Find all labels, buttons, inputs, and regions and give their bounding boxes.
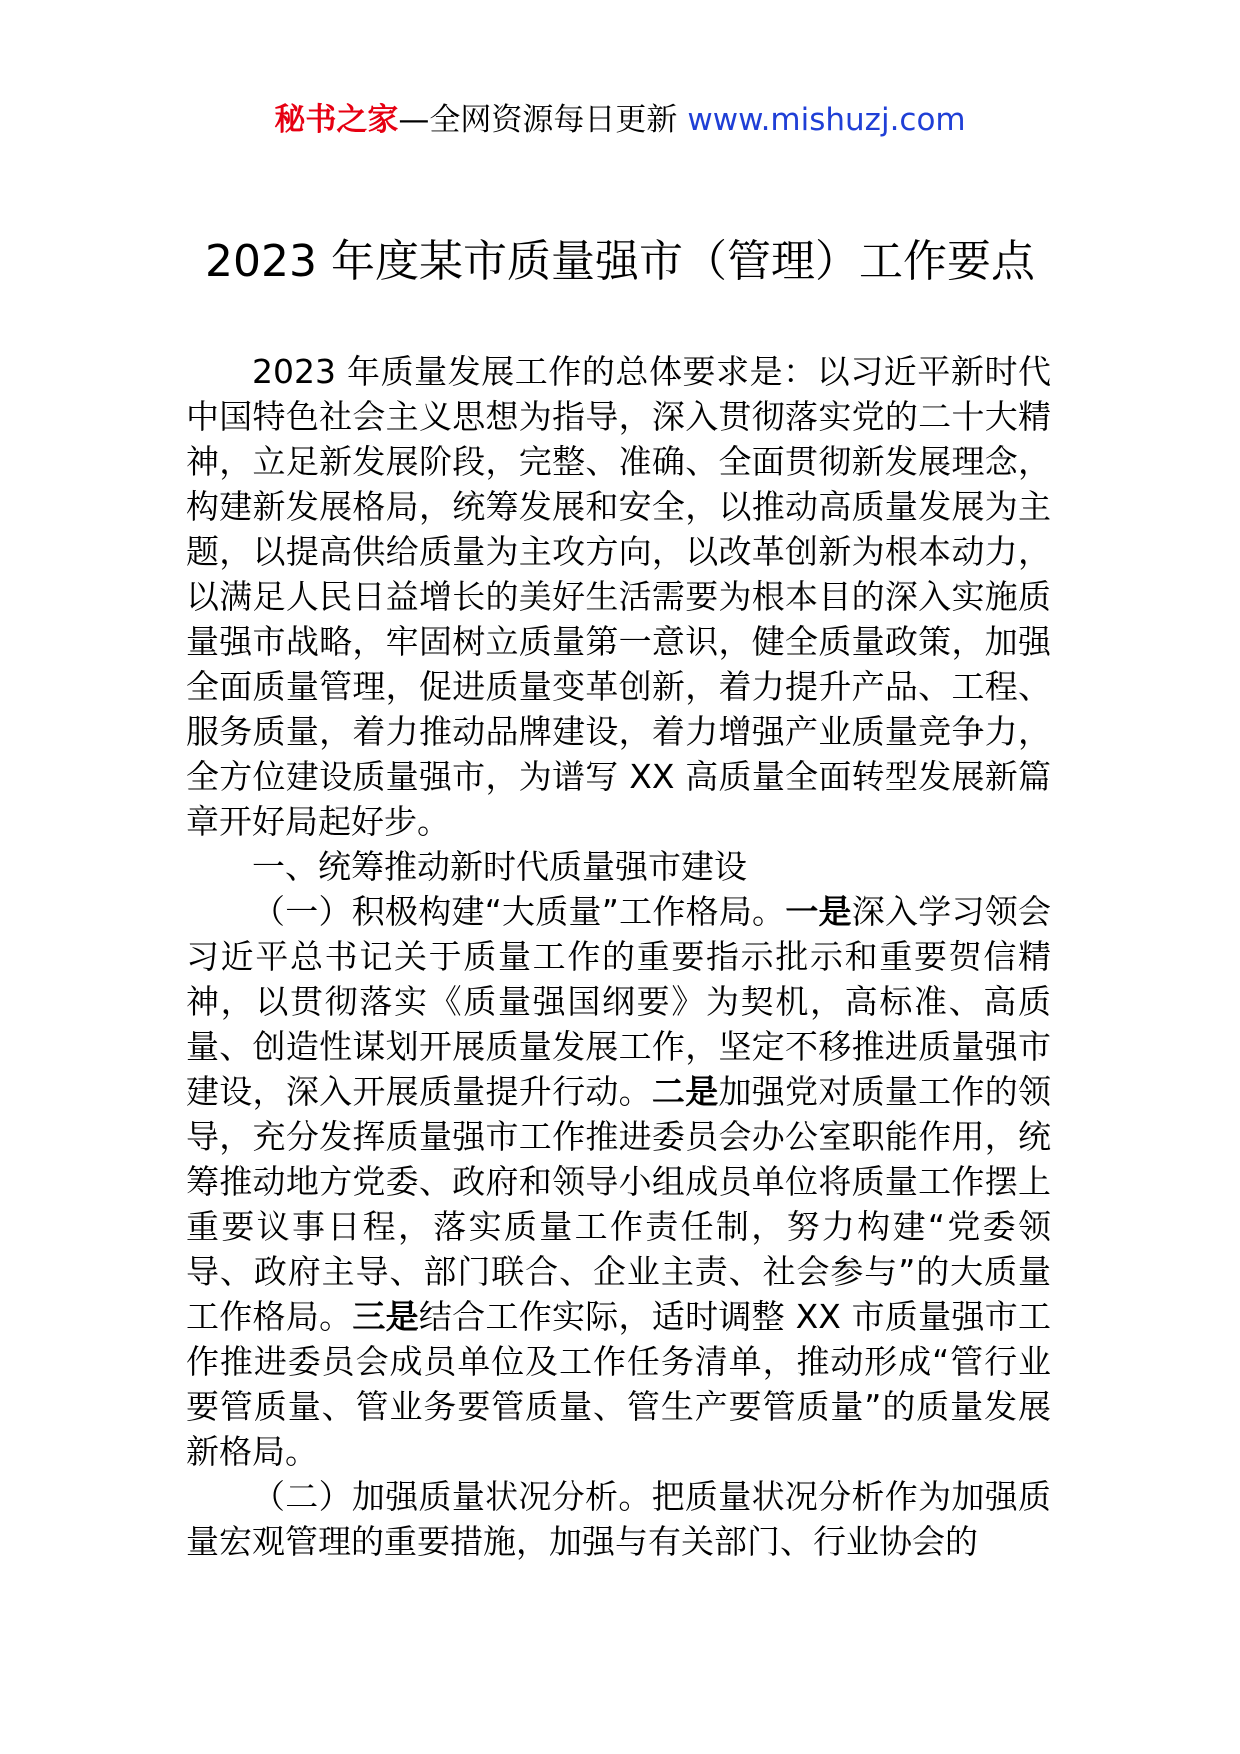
document-title: 2023 年度某市质量强市（管理）工作要点 bbox=[205, 236, 1035, 287]
point-2-text: 加强党对质量工作的领导，充分发挥质量强市工作推进委员会办公室职能作用，统筹推动地方党委、政府和领导小组成员单位将质量工作摆上重要议事日程，落实质量工作责任制，努力构建“党委领导、政府主导、部门联合、企业主责、社会参与”的大质量工作格局。 bbox=[186, 1072, 1052, 1336]
intro-paragraph: 2023 年质量发展工作的总体要求是：以习近平新时代中国特色社会主义思想为指导，深入贯彻落实党的二十大精神，立足新发展阶段，完整、准确、全面贯彻新发展理念，构建新发展格局，统筹发展和安全，以推动高质量发展为主题，以提高供给质量为主攻方向，以改革创新为根本动力，以满足人民日益增长的美好生活需要为根本目的深入实施质量强市战略，牢固树立质量第一意识，健全质量政策，加强全面质量管理，促进质量变革创新，着力提升产品、工程、服务质量，着力推动品牌建设，着力增强产业质量竞争力，全方位建设质量强市，为谱写 XX 高质量全面转型发展新篇章开好局起好步。 bbox=[186, 352, 1051, 841]
brand-name: 秘书之家 bbox=[274, 102, 399, 138]
section-heading: 一、统筹推动新时代质量强市建设 bbox=[252, 847, 747, 886]
item-1-lead: （一）积极构建“大质量”工作格局。 bbox=[252, 892, 786, 931]
point-3-label: 三是 bbox=[352, 1297, 419, 1336]
document-body bbox=[186, 349, 1051, 1564]
point-1-label: 一是 bbox=[785, 892, 852, 931]
item-1-paragraph bbox=[186, 889, 1051, 1474]
point-2-label: 二是 bbox=[651, 1072, 719, 1111]
point-3-text: 结合工作实际，适时调整 XX 市质量强市工作推进委员会成员单位及工作任务清单，推动形成“管行业要管质量、管业务要管质量、管生产要管质量”的质量发展新格局。 bbox=[186, 1297, 1051, 1471]
site-url-link[interactable]: www.mishuzj.com bbox=[687, 102, 966, 138]
point-1-text: 深入学习领会习近平总书记关于质量工作的重要指示批示和重要贺信精神，以贯彻落实《质量强国纲要》为契机，高标准、高质量、创造性谋划开展质量发展工作，坚定不移推进质量强市建设，深入开展质量提升行动。 bbox=[186, 892, 1052, 1111]
site-header bbox=[0, 100, 1240, 140]
item-2-paragraph: （二）加强质量状况分析。把质量状况分析作为加强质量宏观管理的重要措施，加强与有关部门、行业协会的 bbox=[186, 1477, 1051, 1561]
header-tagline: —全网资源每日更新 bbox=[398, 102, 678, 138]
